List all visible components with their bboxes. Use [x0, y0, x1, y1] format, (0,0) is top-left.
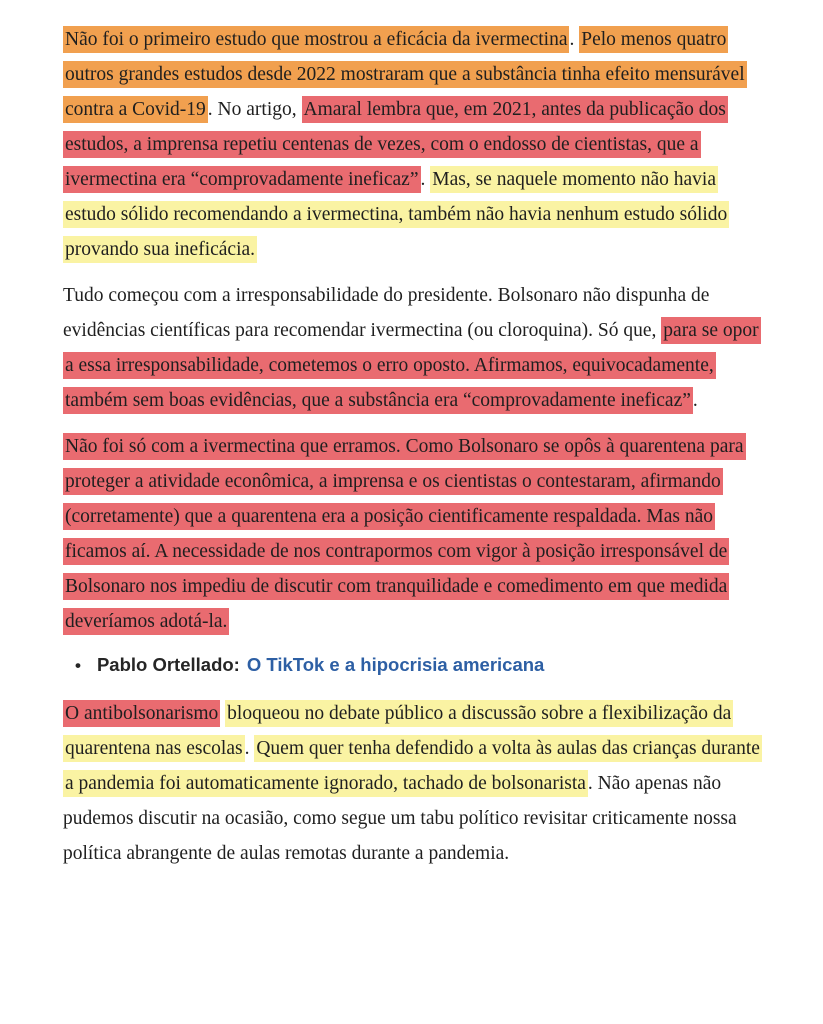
highlighted-segment-orange: Pelo menos quatro outros grandes estudos desde 2022 mostraram que a substância tinha efeito mensurável contra a Covid-19 — [63, 26, 747, 123]
highlighted-segment-orange: Não foi o primeiro estudo que mostrou a eficácia da ivermectina — [63, 26, 569, 53]
paragraph-4 — [63, 696, 767, 871]
highlighted-segment-pink: Não foi só com a ivermectina que erramos. Como Bolsonaro se opôs à quarentena para proteger a atividade econômica, a imprensa e os cientistas o contestaram, afirmando (corretamente) que a quarentena era a posição cientificamente respaldada. Mas não ficamos aí. A necessidade de nos contrapormos com vigor à posição irresponsável de Bolsonaro nos impediu de discutir com tranquilidade e comedimento em que medida deveríamos adotá-la. — [63, 433, 746, 635]
bullet-icon: • — [75, 656, 81, 675]
body-text: . — [420, 169, 431, 190]
highlighted-segment-yellow: Quem quer tenha defendido a volta às aulas das crianças durante a pandemia foi automaticamente ignorado, tachado de bolsonarista — [63, 735, 762, 797]
highlighted-segment-pink: Amaral lembra que, em 2021, antes da publicação dos estudos, a imprensa repetiu centenas de vezes, com o endosso de cientistas, que a ivermectina era “comprovadamente ineficaz” — [63, 96, 728, 193]
body-text: . — [692, 390, 698, 411]
highlighted-segment-yellow: bloqueou no debate público a discussão sobre a flexibilização da quarentena nas escolas — [63, 700, 733, 762]
related-article-item — [75, 650, 767, 681]
body-text: . No artigo, — [207, 99, 302, 120]
body-text: . — [569, 29, 580, 50]
related-article-link[interactable]: O TikTok e a hipocrisia americana — [246, 654, 545, 675]
highlighted-segment-pink: O antibolsonarismo — [63, 700, 220, 727]
paragraph-3 — [63, 429, 767, 639]
body-text: . — [244, 738, 255, 759]
paragraph-1 — [63, 22, 767, 267]
related-author-label: Pablo Ortellado: — [96, 654, 240, 675]
body-text: Tudo começou com a irresponsabilidade do presidente. Bolsonaro não dispunha de evidências científicas para recomendar ivermectina (ou cloroquina). Só que, — [63, 285, 710, 341]
highlighted-segment-pink: para se opor a essa irresponsabilidade, cometemos o erro oposto. Afirmamos, equivocadamente, também sem boas evidências, que a substância era “comprovadamente ineficaz” — [63, 317, 761, 414]
highlighted-segment-yellow: Mas, se naquele momento não havia estudo sólido recomendando a ivermectina, também não havia nenhum estudo sólido provando sua ineficácia. — [63, 166, 729, 263]
body-text: . Não apenas não pudemos discutir na ocasião, como segue um tabu político revisitar criticamente nossa política abrangente de aulas remotas durante a pandemia. — [63, 773, 737, 864]
paragraph-2 — [63, 278, 767, 418]
